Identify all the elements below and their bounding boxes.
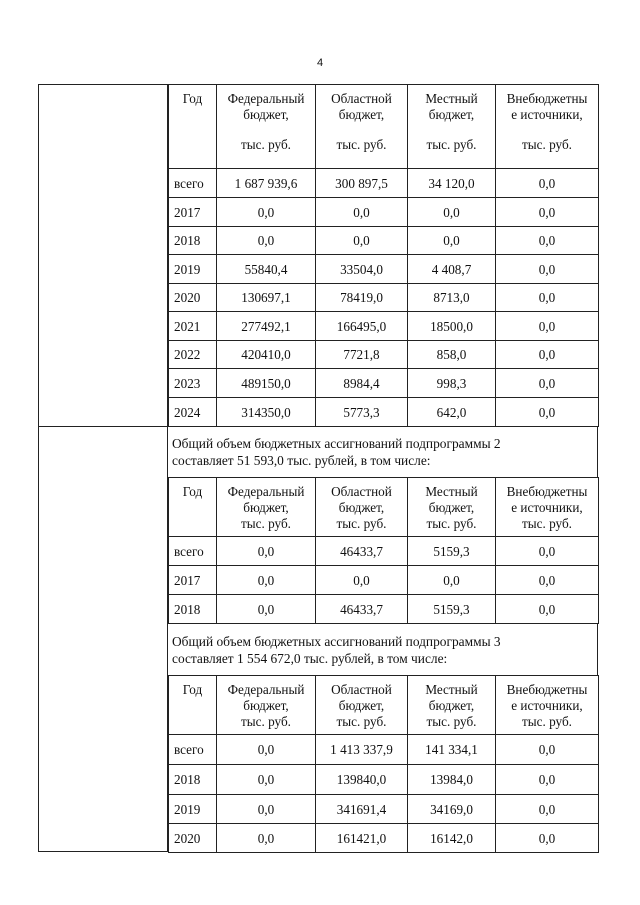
cell-local: 5159,3 [408,595,496,624]
cell-extra: 0,0 [496,198,599,227]
cell-extra: 0,0 [496,312,599,341]
cell-local: 0,0 [408,227,496,255]
header-line: тыс. руб. [522,714,572,729]
table-row [169,735,599,765]
cell-local: 5159,3 [408,537,496,566]
header-line: бюджет, [428,698,475,713]
cell-regional: 0,0 [316,227,408,255]
header-year: Год [169,85,217,169]
table-row [169,595,599,624]
header-regional [316,676,408,735]
cell-federal: 489150,0 [217,369,316,398]
header-line: Внебюджетны [506,91,588,106]
header-line: Внебюджетны [506,484,588,499]
header-line: Местный [425,682,478,697]
cell-local: 8713,0 [408,284,496,312]
summary-line-2: составляет 1 554 672,0 тыс. рублей, в том числе: [172,651,448,666]
cell-local: 4 408,7 [408,255,496,284]
table-row [169,398,599,427]
header-year: Год [169,478,217,537]
cell-regional: 341691,4 [316,795,408,824]
cell-federal: 55840,4 [217,255,316,284]
table-row [169,369,599,398]
cell-year: 2017 [169,198,217,227]
header-line: бюджет, [338,107,385,122]
cell-local: 642,0 [408,398,496,427]
table-row [169,537,599,566]
cell-regional: 33504,0 [316,255,408,284]
funding-table-subprogram-2 [168,477,599,624]
cell-regional: 46433,7 [316,595,408,624]
summary-line-1: Общий объем бюджетных ассигнований подпрограммы 2 [172,436,501,451]
cell-local: 0,0 [408,198,496,227]
header-federal [217,85,316,169]
cell-year: 2022 [169,341,217,369]
left-column-block-1 [38,84,168,426]
header-line: бюджет, [338,698,385,713]
cell-year: всего [169,537,217,566]
table-row [169,566,599,595]
cell-extra: 0,0 [496,537,599,566]
funding-table-subprogram-3 [168,675,599,853]
cell-extra: 0,0 [496,595,599,624]
header-line: бюджет, [243,500,289,515]
cell-federal: 0,0 [217,227,316,255]
cell-federal: 0,0 [217,765,316,795]
cell-regional: 5773,3 [316,398,408,427]
left-column-block-2 [38,426,168,852]
header-line: тыс. руб. [241,714,291,729]
cell-regional: 161421,0 [316,824,408,853]
cell-local: 858,0 [408,341,496,369]
header-line: тыс. руб. [426,714,477,729]
table-body [169,478,599,624]
cell-year: 2020 [169,824,217,853]
header-federal [217,676,316,735]
cell-regional: 300 897,5 [316,169,408,198]
header-federal [217,478,316,537]
header-line: тыс. руб. [522,516,572,531]
header-line: е источники, [511,698,583,713]
table-body [169,676,599,853]
cell-regional: 0,0 [316,566,408,595]
cell-regional: 8984,4 [316,369,408,398]
cell-year: 2019 [169,795,217,824]
header-extra [496,85,599,169]
header-line: бюджет, [243,698,289,713]
table-row [169,312,599,341]
cell-year: 2019 [169,255,217,284]
header-line: тыс. руб. [426,137,477,152]
table-row [169,765,599,795]
header-line: Областной [331,484,392,499]
cell-year: 2024 [169,398,217,427]
table-row [169,824,599,853]
header-year: Год [169,676,217,735]
header-regional [316,478,408,537]
header-line: бюджет, [243,107,289,122]
header-line: Федеральный [227,682,305,697]
header-line: бюджет, [338,500,385,515]
cell-extra: 0,0 [496,255,599,284]
cell-year: 2023 [169,369,217,398]
header-line: тыс. руб. [522,137,572,152]
cell-extra: 0,0 [496,341,599,369]
cell-year: 2018 [169,227,217,255]
cell-extra: 0,0 [496,566,599,595]
cell-federal: 420410,0 [217,341,316,369]
funding-table-total [168,84,599,427]
header-row [169,85,599,169]
header-line: тыс. руб. [336,137,387,152]
header-line: Областной [331,682,392,697]
cell-federal: 0,0 [217,595,316,624]
cell-extra: 0,0 [496,398,599,427]
cell-extra: 0,0 [496,369,599,398]
header-row [169,478,599,537]
header-line: тыс. руб. [426,516,477,531]
cell-local: 998,3 [408,369,496,398]
cell-federal: 0,0 [217,735,316,765]
cell-year: 2018 [169,595,217,624]
cell-federal: 0,0 [217,537,316,566]
cell-federal: 0,0 [217,795,316,824]
cell-local: 34 120,0 [408,169,496,198]
cell-regional: 78419,0 [316,284,408,312]
cell-extra: 0,0 [496,824,599,853]
header-row [169,676,599,735]
header-line: тыс. руб. [336,714,387,729]
cell-federal: 1 687 939,6 [217,169,316,198]
header-line: Местный [425,484,478,499]
header-local [408,478,496,537]
header-line: Внебюджетны [506,682,588,697]
header-line: тыс. руб. [241,516,291,531]
header-line: Областной [331,91,392,106]
cell-year: 2018 [169,765,217,795]
cell-year: 2017 [169,566,217,595]
header-extra [496,478,599,537]
header-local [408,676,496,735]
cell-extra: 0,0 [496,169,599,198]
cell-extra: 0,0 [496,795,599,824]
table-row [169,341,599,369]
cell-local: 34169,0 [408,795,496,824]
cell-year: 2021 [169,312,217,341]
summary-line-2: составляет 51 593,0 тыс. рублей, в том числе: [172,453,431,468]
table-row [169,198,599,227]
cell-year: всего [169,735,217,765]
header-line: е источники, [511,107,583,122]
cell-year: всего [169,169,217,198]
cell-federal: 277492,1 [217,312,316,341]
cell-regional: 139840,0 [316,765,408,795]
cell-regional: 46433,7 [316,537,408,566]
cell-extra: 0,0 [496,227,599,255]
table-row [169,227,599,255]
cell-local: 0,0 [408,566,496,595]
cell-year: 2020 [169,284,217,312]
table-row [169,795,599,824]
header-line: Федеральный [227,484,305,499]
subprogram-3-summary [168,624,598,675]
cell-federal: 0,0 [217,824,316,853]
header-line: Федеральный [227,91,305,106]
cell-extra: 0,0 [496,284,599,312]
header-local [408,85,496,169]
header-line: тыс. руб. [336,516,387,531]
cell-local: 13984,0 [408,765,496,795]
cell-federal: 314350,0 [217,398,316,427]
page-number: 4 [316,57,324,69]
header-line: е источники, [511,500,583,515]
table-body [169,85,599,427]
table-row [169,255,599,284]
cell-federal: 0,0 [217,566,316,595]
summary-line-1: Общий объем бюджетных ассигнований подпрограммы 3 [172,634,501,649]
header-line: бюджет, [428,107,475,122]
cell-extra: 0,0 [496,765,599,795]
header-regional [316,85,408,169]
cell-regional: 7721,8 [316,341,408,369]
cell-regional: 1 413 337,9 [316,735,408,765]
table-row [169,284,599,312]
cell-local: 141 334,1 [408,735,496,765]
cell-extra: 0,0 [496,735,599,765]
header-line: тыс. руб. [241,137,291,152]
cell-federal: 0,0 [217,198,316,227]
cell-regional: 166495,0 [316,312,408,341]
table-row [169,169,599,198]
cell-regional: 0,0 [316,198,408,227]
cell-local: 16142,0 [408,824,496,853]
cell-local: 18500,0 [408,312,496,341]
header-extra [496,676,599,735]
cell-federal: 130697,1 [217,284,316,312]
subprogram-2-summary [168,426,598,477]
header-line: Местный [425,91,478,106]
header-line: бюджет, [428,500,475,515]
